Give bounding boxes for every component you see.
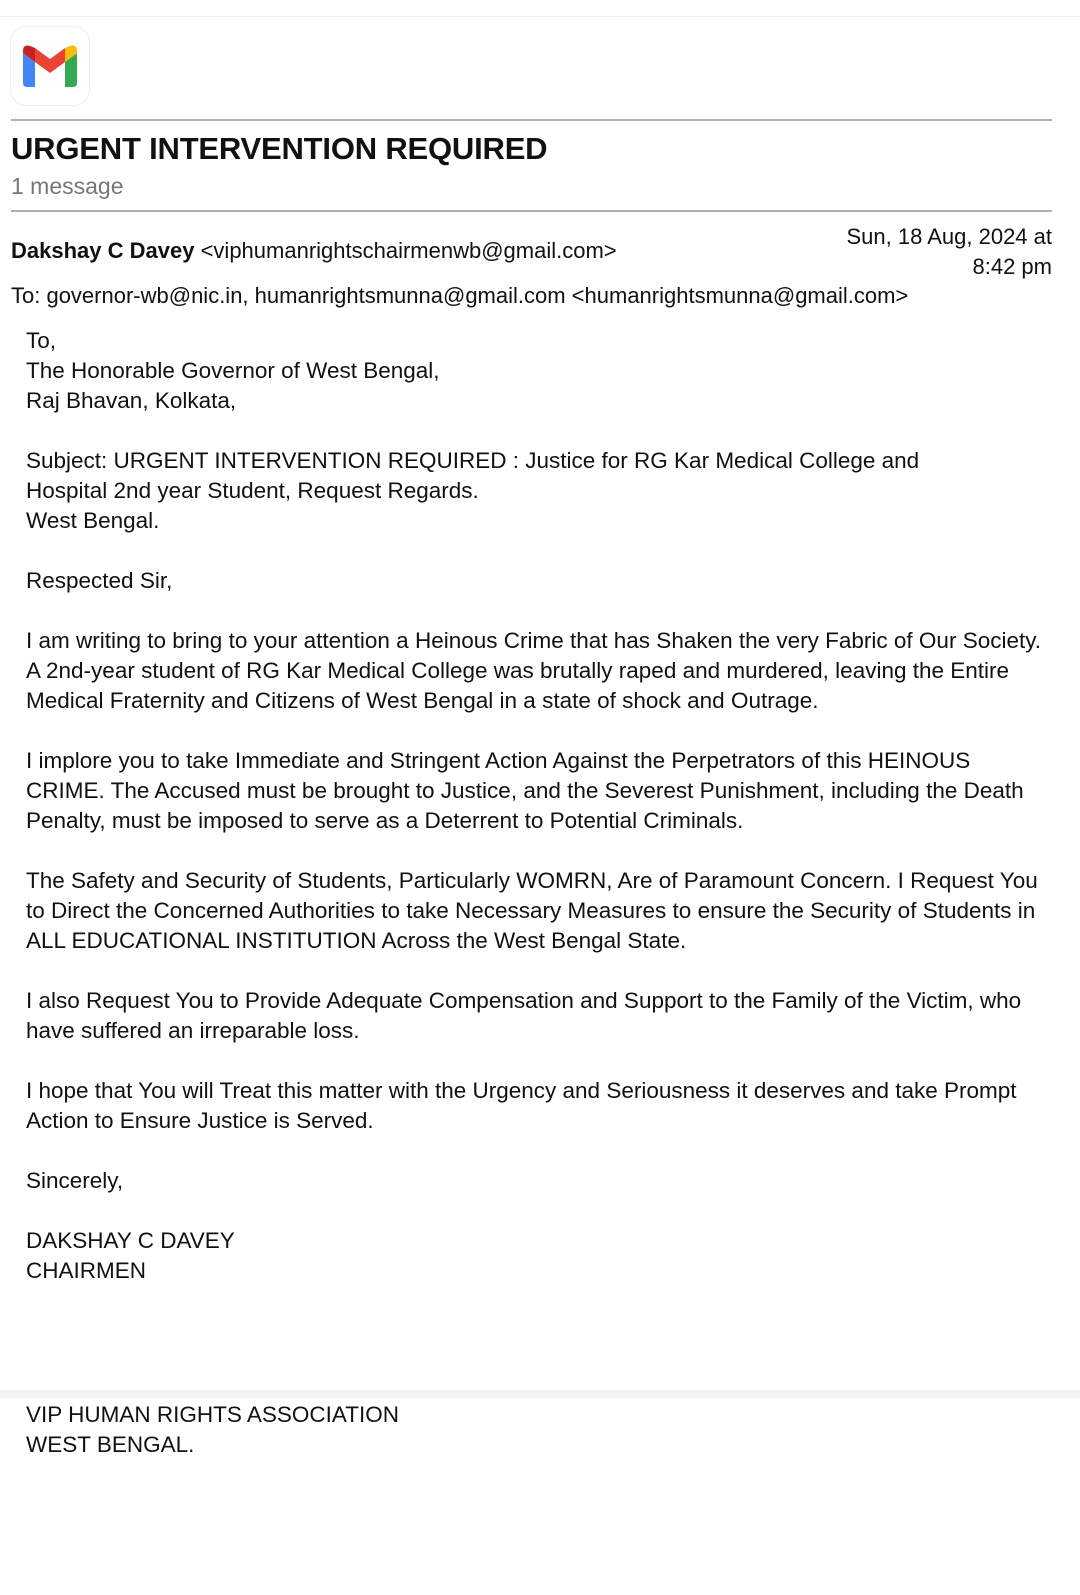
- paragraph: The Safety and Security of Students, Particularly WOMRN, Are of Paramount Concern. I Request You to Direct the Concerned Authorities to take Necessary Measures to ensure the Security of Students in ALL EDUCATIONAL INSTITUTION Across the West Bengal State.: [26, 868, 1038, 953]
- thread-title: URGENT INTERVENTION REQUIRED: [11, 131, 548, 166]
- subject-line: West Bengal.: [26, 508, 160, 533]
- date-line-2: 8:42 pm: [972, 254, 1052, 279]
- organization-location: WEST BENGAL.: [26, 1432, 195, 1457]
- salutation: Respected Sir,: [26, 568, 173, 593]
- address-line: To,: [26, 328, 57, 353]
- address-block: [26, 326, 1046, 416]
- date-line-1: Sun, 18 Aug, 2024 at: [846, 224, 1052, 249]
- gmail-logo: [10, 26, 90, 106]
- paragraph: I am writing to bring to your attention a Heinous Crime that has Shaken the very Fabric of Our Society. A 2nd-year student of RG Kar Medical College was brutally raped and murdered, leaving the Entire Medical Fraternity and Citizens of West Bengal in a state of shock and Outrage.: [26, 628, 1042, 713]
- sender-email: <viphumanrightschairmenwb@gmail.com>: [200, 238, 617, 263]
- paragraph: I hope that You will Treat this matter with the Urgency and Seriousness it deserves and take Prompt Action to Ensure Justice is Served.: [26, 1078, 1017, 1133]
- sender-name: Dakshay C Davey: [11, 238, 195, 263]
- sender: [11, 238, 617, 264]
- gmail-icon: [23, 45, 77, 87]
- organization-block: [26, 1400, 399, 1460]
- subject-block: [26, 446, 1046, 536]
- message-date: [752, 222, 1052, 282]
- header-divider: [11, 119, 1052, 121]
- subject-line: Subject: URGENT INTERVENTION REQUIRED : Justice for RG Kar Medical College and: [26, 448, 920, 473]
- closing: Sincerely,: [26, 1168, 124, 1193]
- address-line: The Honorable Governor of West Bengal,: [26, 358, 440, 383]
- recipients: To: governor-wb@nic.in, humanrightsmunna@gmail.com <humanrightsmunna@gmail.com>: [11, 283, 909, 308]
- signature-name: DAKSHAY C DAVEY: [26, 1228, 235, 1253]
- top-border: [0, 16, 1080, 17]
- paragraph: I implore you to take Immediate and Stringent Action Against the Perpetrators of this HEINOUS CRIME. The Accused must be brought to Justice, and the Severest Punishment, including the Death Penalty, must be imposed to serve as a Deterrent to Potential Criminals.: [26, 748, 1024, 833]
- address-line: Raj Bhavan, Kolkata,: [26, 388, 237, 413]
- subject-line: Hospital 2nd year Student, Request Regards.: [26, 478, 479, 503]
- signature: [26, 1226, 1046, 1286]
- thread-divider: [11, 210, 1052, 212]
- signature-title: CHAIRMEN: [26, 1258, 147, 1283]
- message-count: 1 message: [11, 173, 124, 199]
- organization-name: VIP HUMAN RIGHTS ASSOCIATION: [26, 1402, 399, 1427]
- paragraph: I also Request You to Provide Adequate Compensation and Support to the Family of the Victim, who have suffered an irreparable loss.: [26, 988, 1022, 1043]
- page-break: [0, 1390, 1080, 1398]
- message-body: [26, 326, 1046, 1286]
